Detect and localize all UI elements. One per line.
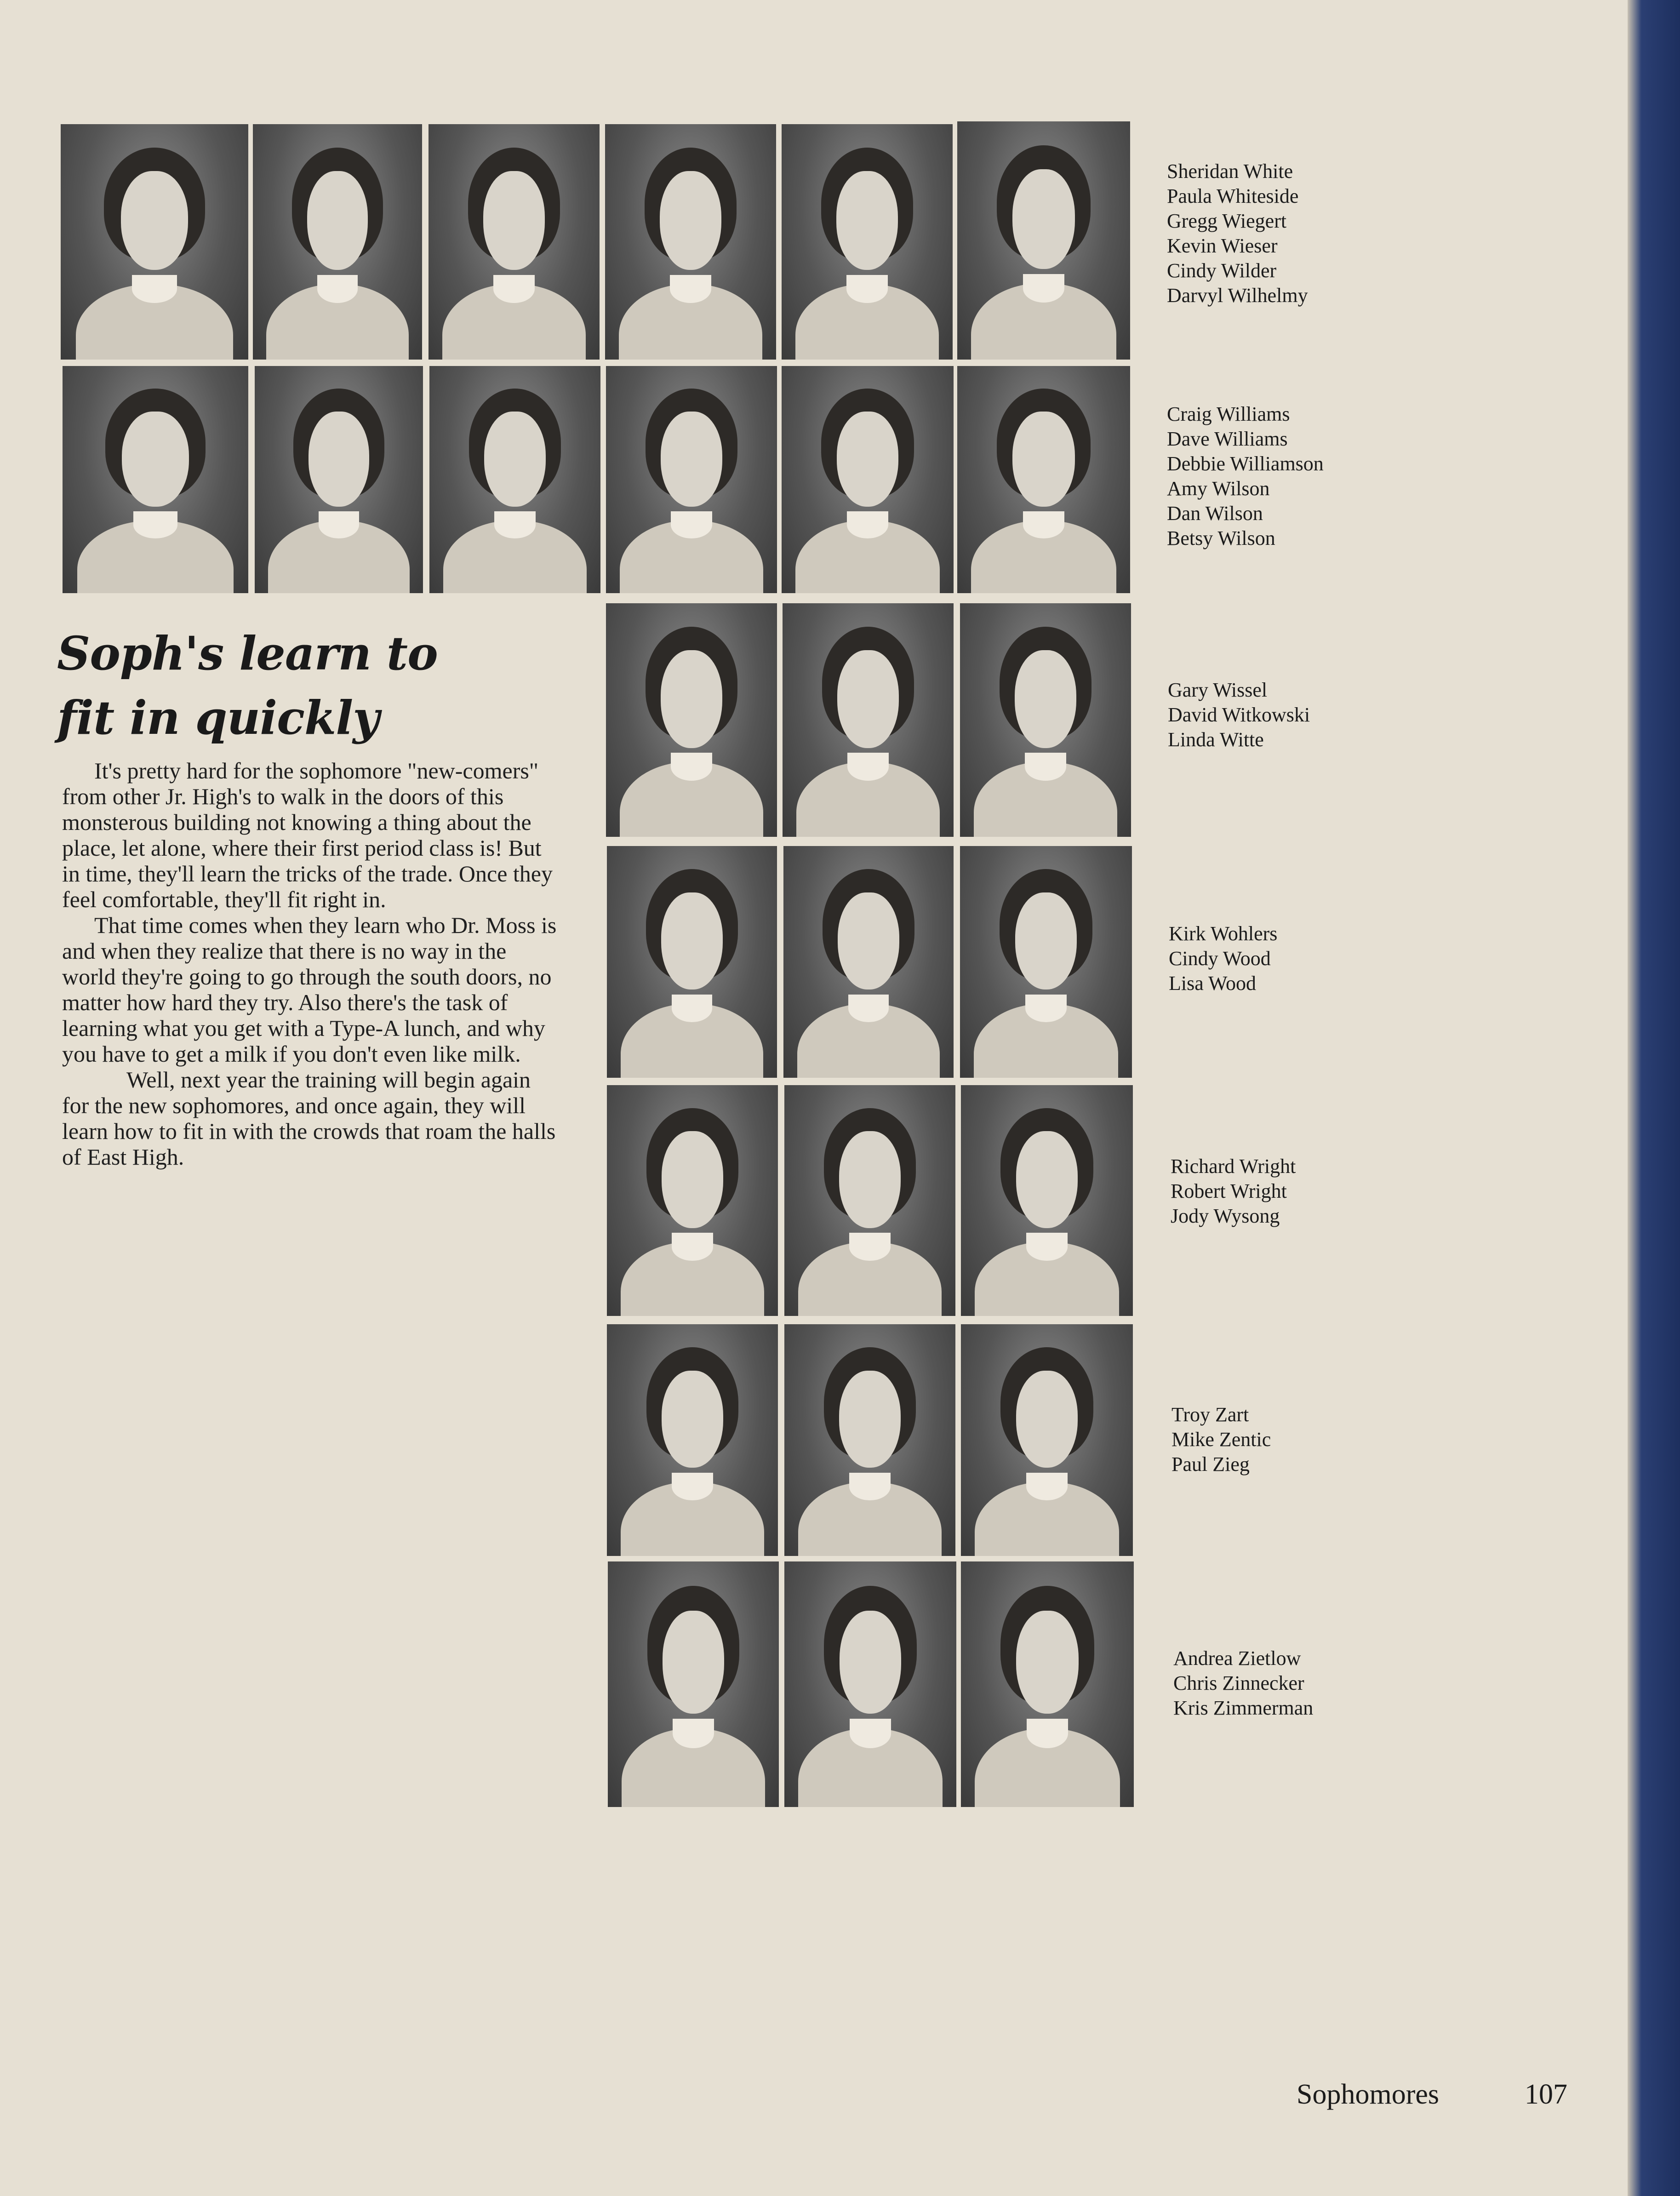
name-list <box>1167 402 1324 551</box>
name-list <box>1171 1154 1296 1229</box>
student-name: Debbie Williamson <box>1167 452 1324 475</box>
portrait-photo <box>784 1085 955 1316</box>
name-list <box>1167 159 1308 308</box>
portrait-photo <box>429 124 600 360</box>
portrait-photo <box>61 124 248 360</box>
student-name: Chris Zinnecker <box>1173 1672 1304 1694</box>
student-name: Jody Wysong <box>1171 1205 1280 1227</box>
student-name: Cindy Wilder <box>1167 259 1277 282</box>
portrait-photo <box>961 1561 1134 1807</box>
portrait-photo <box>957 366 1130 593</box>
portrait-photo <box>960 846 1132 1078</box>
student-name: Betsy Wilson <box>1167 527 1275 549</box>
student-name: Dave Williams <box>1167 428 1288 450</box>
portrait-photo <box>606 603 777 837</box>
portrait-photo <box>429 366 600 593</box>
student-name: Paul Zieg <box>1171 1453 1250 1475</box>
portrait-photo <box>782 366 954 593</box>
name-list <box>1173 1646 1313 1721</box>
article-paragraph: That time comes when they learn who Dr. Moss is and when they realize that there is no way in the world they're going to go through the south doors, no matter how hard they try. Also there's the task of learning what you get with a Type-A lunch, and why you have to get a milk if you don't even like milk. <box>62 912 557 1067</box>
student-name: Paula Whiteside <box>1167 185 1299 207</box>
portrait-photo <box>957 121 1130 360</box>
portrait-photo <box>783 603 954 837</box>
portrait-photo <box>607 846 777 1078</box>
student-name: Troy Zart <box>1171 1403 1249 1426</box>
student-name: Darvyl Wilhelmy <box>1167 284 1308 307</box>
portrait-photo <box>960 603 1131 837</box>
student-name: Kris Zimmerman <box>1173 1697 1314 1719</box>
name-list <box>1171 1402 1271 1477</box>
portrait-photo <box>784 1561 956 1807</box>
portrait-photo <box>961 1085 1133 1316</box>
article-paragraph: Well, next year the training will begin again for the new sophomores, and once again, they will learn how to fit in with the crowds that roam the halls of East High. <box>62 1067 556 1170</box>
student-name: Craig Williams <box>1167 403 1290 425</box>
portrait-photo <box>783 846 954 1078</box>
student-name: Kevin Wieser <box>1167 234 1278 257</box>
page-number: 107 <box>1525 2079 1567 2110</box>
portrait-photo <box>608 1561 779 1807</box>
book-binding <box>1628 0 1680 2196</box>
student-name: Lisa Wood <box>1169 972 1256 995</box>
portrait-photo <box>784 1324 955 1556</box>
student-name: Richard Wright <box>1171 1155 1296 1178</box>
student-name: Kirk Wohlers <box>1169 922 1278 945</box>
portrait-photo <box>605 124 776 360</box>
portrait-photo <box>253 124 422 360</box>
student-name: Gary Wissel <box>1168 679 1268 701</box>
portrait-photo <box>606 366 777 593</box>
student-name: Sheridan White <box>1167 160 1293 183</box>
student-name: Cindy Wood <box>1169 947 1271 970</box>
portrait-photo <box>607 1085 778 1316</box>
article-paragraph: It's pretty hard for the sophomore "new-comers" from other Jr. High's to walk in the doors of this monsterous building not knowing a thing about the place, let alone, where their first period class is! But in time, they'll learn the tricks of the trade. Once they feel comfortable, they'll fit right in. <box>62 758 553 912</box>
section-footer-label: Sophomores <box>1297 2079 1439 2110</box>
name-list <box>1169 921 1277 996</box>
article-heading-line-2: fit in quickly <box>57 691 379 745</box>
article-body <box>62 758 559 1170</box>
name-list <box>1168 678 1310 752</box>
student-name: Andrea Zietlow <box>1173 1647 1301 1670</box>
portrait-photo <box>961 1324 1133 1556</box>
student-name: Gregg Wiegert <box>1167 210 1287 232</box>
portrait-photo <box>63 366 248 593</box>
student-name: Dan Wilson <box>1167 502 1263 525</box>
student-name: Amy Wilson <box>1167 477 1270 500</box>
portrait-photo <box>607 1324 778 1556</box>
student-name: David Witkowski <box>1168 703 1310 726</box>
portrait-photo <box>255 366 423 593</box>
portrait-photo <box>782 124 953 360</box>
student-name: Linda Witte <box>1168 728 1264 751</box>
student-name: Robert Wright <box>1171 1180 1287 1202</box>
article-heading-line-1: Soph's learn to <box>57 626 438 681</box>
student-name: Mike Zentic <box>1171 1428 1271 1451</box>
